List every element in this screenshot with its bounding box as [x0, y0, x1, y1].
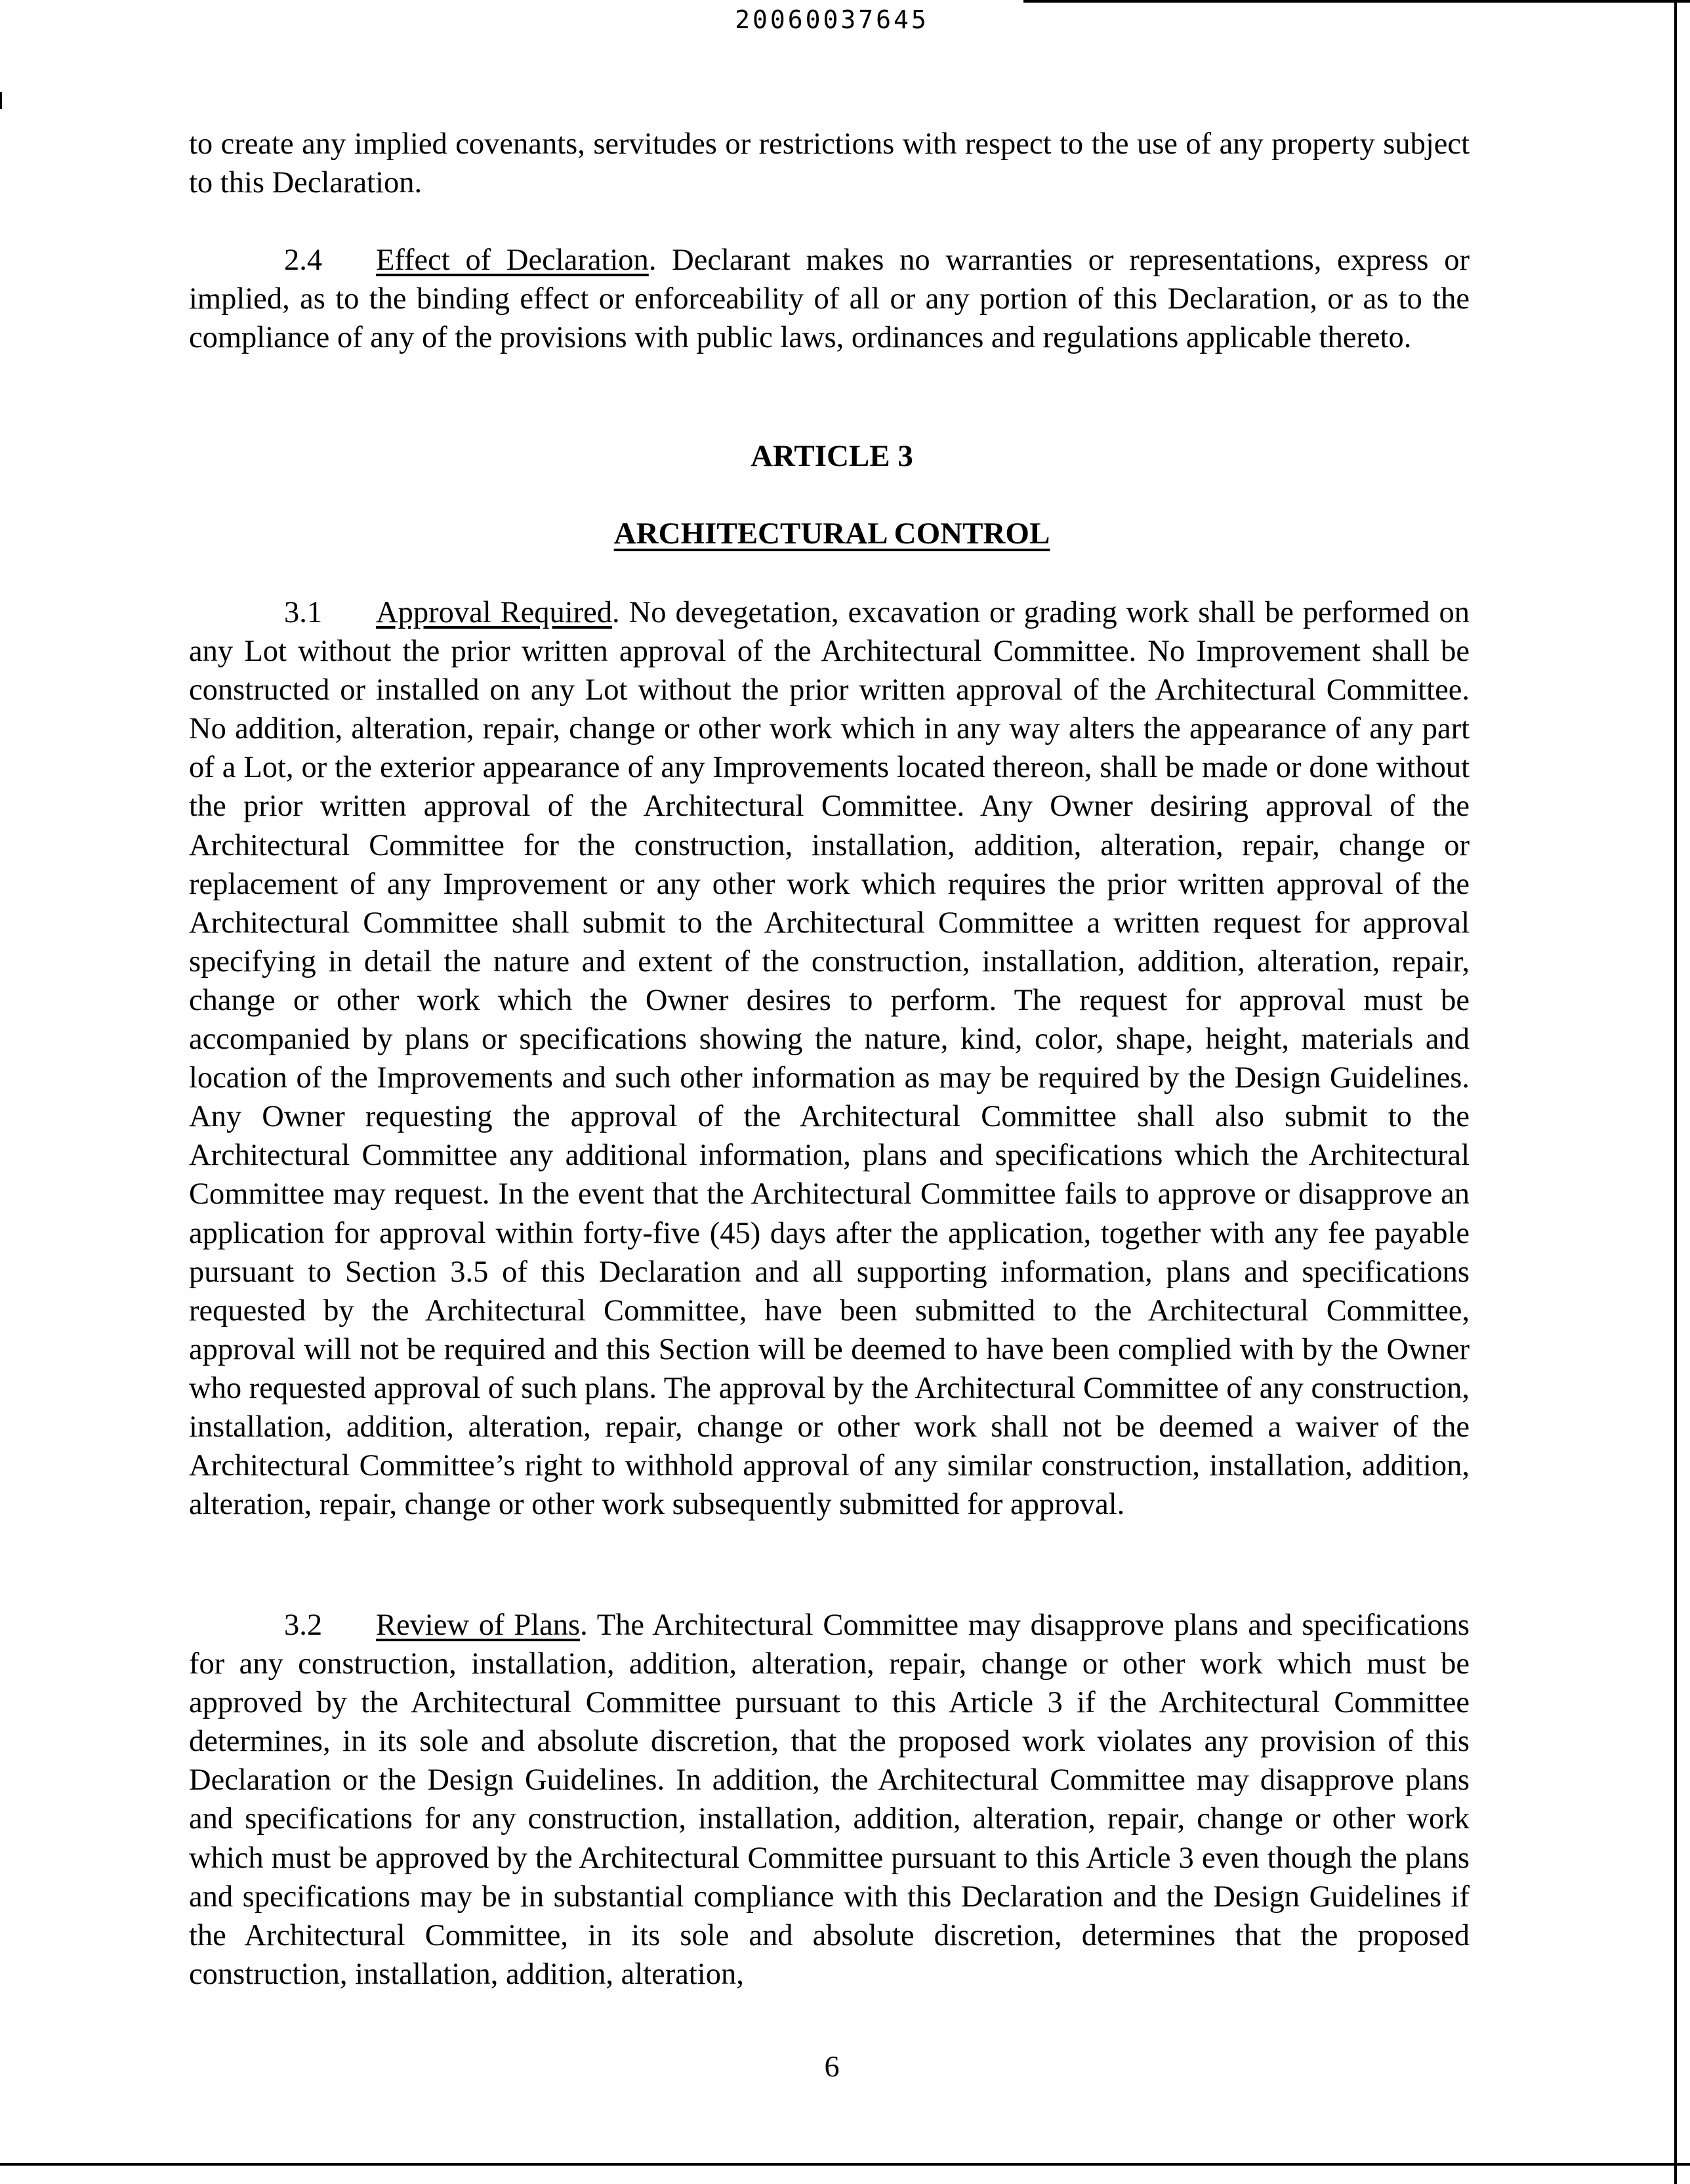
continuation-text: to create any implied covenants, servitudes or restrictions with respect to the use of any property subject to this Declaration.	[189, 127, 1470, 200]
article-title: ARCHITECTURAL CONTROL	[613, 516, 1050, 551]
scan-top-rule	[1023, 0, 1690, 3]
section-text: . Declarant makes no warranties or representations, express or implied, as to the binding effect or enforceability of all or any portion of this Declaration, or as to the compliance of any of the provisions with public laws, ordinances and regulations applicable thereto.	[189, 243, 1470, 355]
section-2-4	[189, 241, 1470, 357]
article-label: ARTICLE 3	[751, 439, 913, 473]
section-title: Approval Required	[376, 596, 613, 629]
scan-left-tick	[0, 92, 2, 109]
scan-bottom-rule	[0, 2163, 1690, 2166]
section-title: Review of Plans	[376, 1608, 581, 1642]
section-text: . No devegetation, excavation or grading work shall be performed on any Lot without the prior written approval of the Architectural Committee. No Improvement shall be constructed or installed on any Lot without the prior written approval of the Architectural Committee. No addition, alteration, repair, change or other work which in any way alters the appearance of any part of a Lot, or the exterior appearance of any Improvements located thereon, shall be made or done without the prior written approval of the Architectural Committee. Any Owner desiring approval of the Architectural Committee for the construction, installation, addition, alteration, repair, change or replacement of any Improvement or any other work which requires the prior written approval of the Architectural Committee shall submit to the Architectural Committee a written request for approval specifying in detail the nature and extent of the construction, installation, addition, alteration, repair, change or other work which the Owner desires to perform. The request for approval must be accompanied by plans or specifications showing the nature, kind, color, shape, height, materials and location of the Improvements and such other information as may be required by the Design Guidelines. Any Owner requesting the approval of the Architectural Committee shall also submit to the Architectural Committee any additional information, plans and specifications which the Architectural Committee may request. In the event that the Architectural Committee fails to approve or disapprove an application for approval within forty-five (45) days after the application, together with any fee payable pursuant to Section 3.5 of this Declaration and all supporting information, plans and specifications requested by the Architectural Committee, have been submitted to the Architectural Committee, approval will not be required and this Section will be deemed to have been complied with by the Owner who requested approval of such plans. The approval by the Architectural Committee of any construction, installation, addition, alteration, repair, change or other work shall not be deemed a waiver of the Architectural Committee’s right to withhold approval of any similar construction, installation, addition, alteration, repair, change or other work subsequently submitted for approval.	[189, 596, 1470, 1522]
section-3-1	[189, 593, 1470, 1524]
section-number: 2.4	[284, 243, 323, 277]
section-number: 3.2	[284, 1608, 323, 1642]
continuation-paragraph	[189, 125, 1470, 202]
document-number: 20060037645	[735, 5, 929, 34]
scan-right-rule	[1674, 0, 1677, 2184]
section-text: . The Architectural Committee may disapprove plans and specifications for any construction, installation, addition, alteration, repair, change or other work which must be approved by the Architectural Committee pursuant to this Article 3 if the Architectural Committee determines, in its sole and absolute discretion, that the proposed work violates any provision of this Declaration or the Design Guidelines. In addition, the Architectural Committee may disapprove plans and specifications for any construction, installation, addition, alteration, repair, change or other work which must be approved by the Architectural Committee pursuant to this Article 3 even though the plans and specifications may be in substantial compliance with this Declaration and the Design Guidelines if the Architectural Committee, in its sole and absolute discretion, determines that the proposed construction, installation, addition, alteration,	[189, 1608, 1470, 1991]
section-number: 3.1	[284, 596, 323, 629]
page-number: 6	[824, 2049, 840, 2083]
section-title: Effect of Declaration	[376, 243, 649, 277]
section-3-2	[189, 1606, 1470, 1994]
